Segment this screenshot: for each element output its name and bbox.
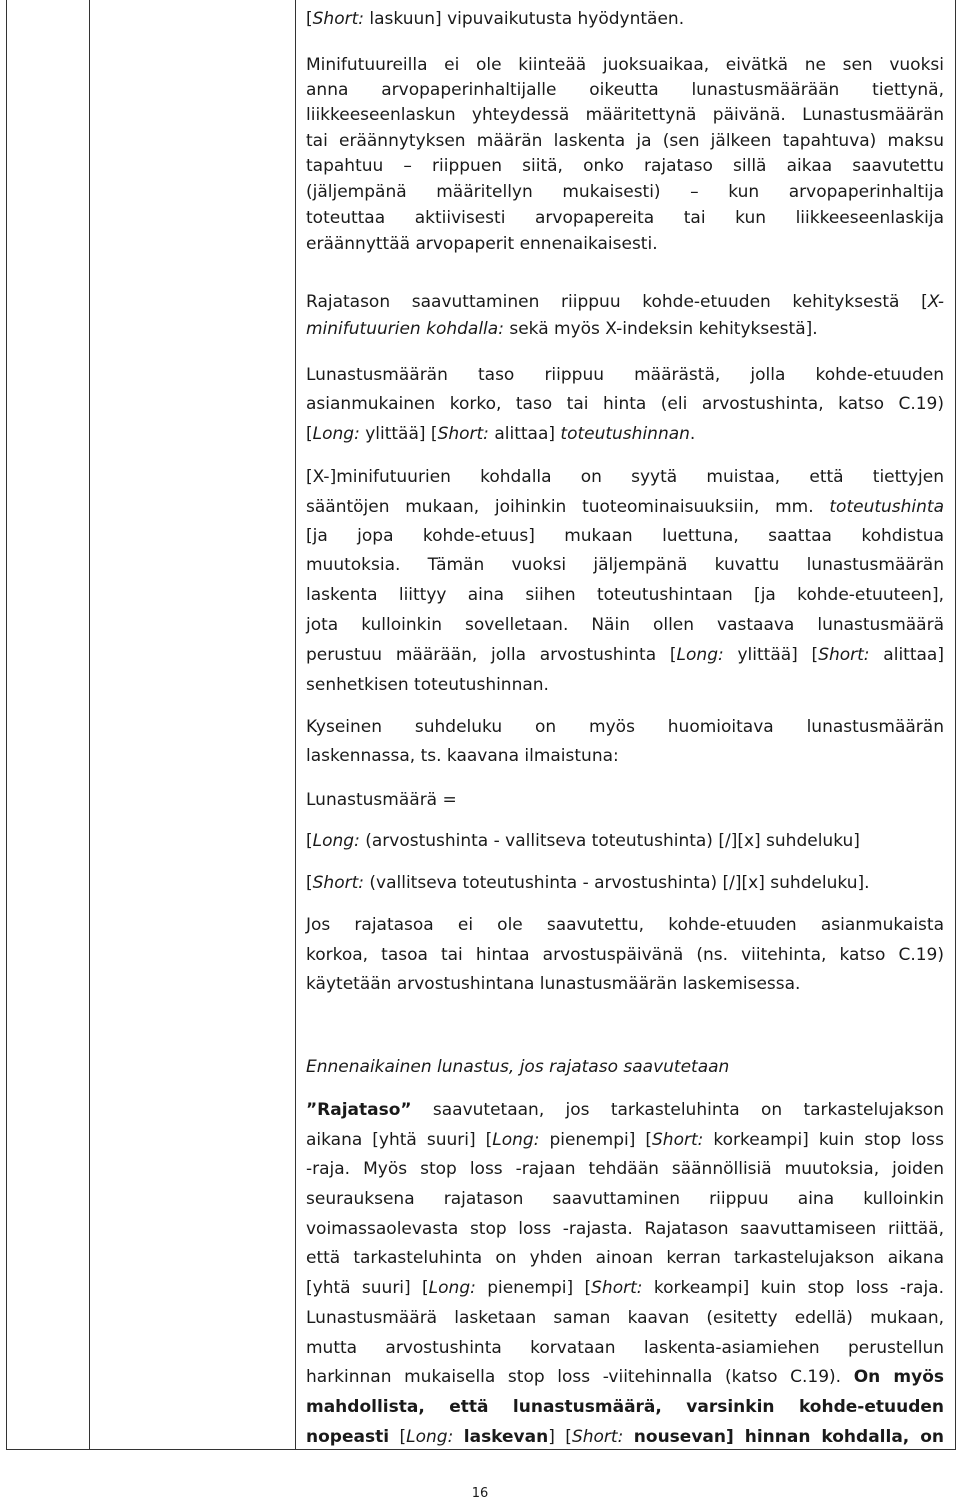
- text-line: seurauksena rajatason saavuttaminen riippuu aina kulloinkin: [306, 1189, 944, 1209]
- text-line: [Long: ylittää] [Short: alittaa] toteutushinnan.: [306, 424, 696, 444]
- text-line: mahdollista, että lunastusmäärä, varsinkin kohde-etuuden: [306, 1397, 944, 1417]
- text-line: laskennassa, ts. kaavana ilmaistuna:: [306, 746, 619, 766]
- text-line: Minifutuureilla ei ole kiinteää juoksuaikaa, eivätkä ne sen vuoksi: [306, 55, 944, 75]
- text-line: Rajatason saavuttaminen riippuu kohde-etuuden kehityksestä [X-: [306, 292, 944, 312]
- text-line: [Short: laskuun] vipuvaikutusta hyödyntäen.: [306, 9, 685, 29]
- text-line: jota kulloinkin sovelletaan. Näin ollen vastaava lunastusmäärä: [306, 615, 944, 635]
- text-line: nopeasti [Long: laskevan] [Short: nousevan] hinnan kohdalla, on: [306, 1427, 945, 1447]
- text-line: asianmukainen korko, taso tai hinta (eli arvostushinta, katso C.19): [306, 394, 944, 414]
- text-line: senhetkisen toteutushinnan.: [306, 675, 549, 695]
- text-line: tapahtuu – riippuen siitä, onko rajataso sillä aikaa saavutettu: [306, 156, 944, 176]
- text-line: voimassaolevasta stop loss -rajasta. Rajatason saavuttamiseen riittää,: [306, 1219, 944, 1239]
- text-line: Lunastusmäärä lasketaan saman kaavan (esitetty edellä) mukaan,: [306, 1308, 944, 1328]
- text-line: ”Rajataso” saavutetaan, jos tarkasteluhinta on tarkastelujakson: [306, 1100, 944, 1120]
- text-line: [ja jopa kohde-etuus] mukaan luettuna, saattaa kohdistua: [306, 526, 944, 546]
- text-line: toteuttaa aktiivisesti arvopapereita tai kun liikkeeseenlaskija: [306, 208, 944, 228]
- text-line: sääntöjen mukaan, joihinkin tuoteominaisuuksiin, mm. toteutushinta: [306, 497, 944, 517]
- text-line: minifutuurien kohdalla: sekä myös X-indeksin kehityksestä].: [306, 319, 818, 339]
- text-line: [Short: (vallitseva toteutushinta - arvostushinta) [/][x] suhdeluku].: [306, 873, 870, 893]
- text-line: mutta arvostushinta korvataan laskenta-asiamiehen perustellun: [306, 1338, 944, 1358]
- text-line: aikana [yhtä suuri] [Long: pienempi] [Short: korkeampi] kuin stop loss: [306, 1130, 944, 1150]
- text-line: Lunastusmäärän taso riippuu määrästä, jolla kohde-etuuden: [306, 365, 944, 385]
- text-line: tai eräännytyksen määrän laskenta ja (sen jälkeen tapahtuva) maksu: [306, 131, 944, 151]
- text-line: että tarkasteluhinta on yhden ainoan kerran tarkastelujakson aikana: [306, 1248, 944, 1268]
- text-line: käytetään arvostushintana lunastusmäärän laskemisessa.: [306, 974, 801, 994]
- text-line: liikkeeseenlaskun yhteydessä määritettynä päivänä. Lunastusmäärän: [306, 105, 944, 125]
- text-line: [yhtä suuri] [Long: pienempi] [Short: korkeampi] kuin stop loss -raja.: [306, 1278, 944, 1298]
- text-line: (jäljempänä määritellyn mukaisesti) – kun arvopaperinhaltija: [306, 182, 944, 202]
- text-line: Jos rajatasoa ei ole saavutettu, kohde-etuuden asianmukaista: [306, 915, 944, 935]
- text-line: Ennenaikainen lunastus, jos rajataso saavutetaan: [306, 1057, 730, 1077]
- text-line: -raja. Myös stop loss -rajaan tehdään säännöllisiä muutoksia, joiden: [306, 1159, 944, 1179]
- text-line: anna arvopaperinhaltijalle oikeutta lunastusmäärään tiettynä,: [306, 80, 944, 100]
- text-line: [Long: (arvostushinta - vallitseva toteutushinta) [/][x] suhdeluku]: [306, 831, 860, 851]
- text-line: perustuu määrään, jolla arvostushinta [Long: ylittää] [Short: alittaa]: [306, 645, 944, 665]
- text-line: harkinnan mukaisella stop loss -viitehinnalla (katso C.19). On myös: [306, 1367, 944, 1387]
- page-number: 16: [471, 1486, 489, 1501]
- text-line: Kyseinen suhdeluku on myös huomioitava lunastusmäärän: [306, 717, 944, 737]
- text-line: [X-]minifutuurien kohdalla on syytä muistaa, että tiettyjen: [306, 467, 944, 487]
- text-line: laskenta liittyy aina siihen toteutushintaan [ja kohde-etuuteen],: [306, 585, 944, 605]
- text-line: muutoksia. Tämän vuoksi jäljempänä kuvattu lunastusmäärän: [306, 555, 944, 575]
- text-line: Lunastusmäärä =: [306, 790, 457, 810]
- text-line: korkoa, tasoa tai hintaa arvostuspäivänä (ns. viitehinta, katso C.19): [306, 945, 944, 965]
- text-line: eräännyttää arvopaperit ennenaikaisesti.: [306, 234, 658, 254]
- table-column-empty-1: [6, 0, 90, 1450]
- table-column-empty-2: [90, 0, 296, 1450]
